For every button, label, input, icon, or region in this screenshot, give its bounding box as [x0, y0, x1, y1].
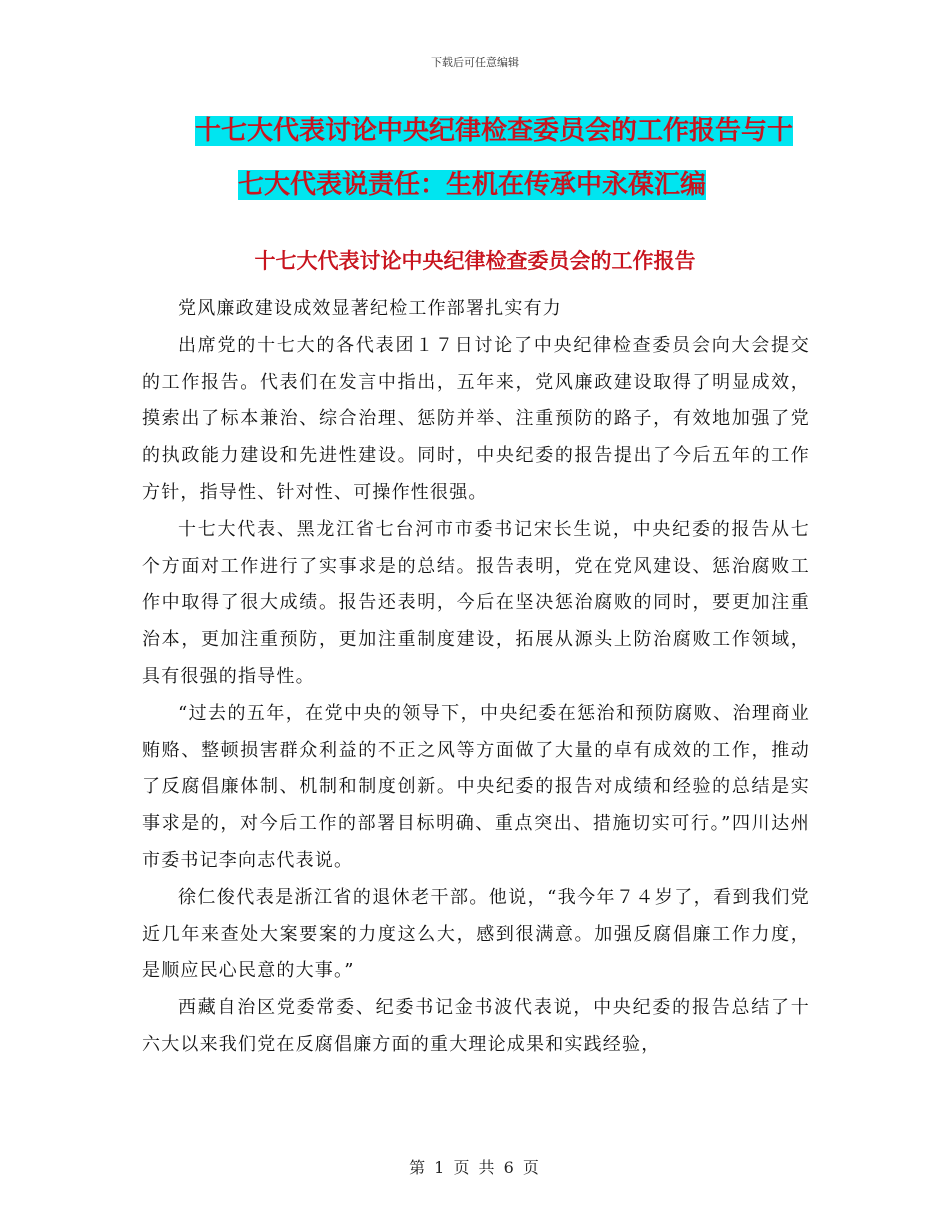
main-title-line-2: 七大代表说责任：生机在传承中永葆汇编: [238, 170, 707, 200]
document-body: [142, 291, 810, 1064]
paragraph: “过去的五年，在党中央的领导下，中央纪委在惩治和预防腐败、治理商业贿赂、整顿损害群众利益的不正之风等方面做了大量的卓有成效的工作，推动了反腐倡廉体制、机制和制度创新。中央纪委的报告对成绩和经验的总结是实事求是的，对今后工作的部署目标明确、重点突出、措施切实可行。”四川达州市委书记李向志代表说。: [142, 702, 810, 871]
paragraph: 十七大代表、黑龙江省七台河市市委书记宋长生说，中央纪委的报告从七个方面对工作进行了实事求是的总结。报告表明，党在党风建设、惩治腐败工作中取得了很大成绩。报告还表明，今后在坚决惩治腐败的同时，要更加注重治本，更加注重预防，更加注重制度建设，拓展从源头上防治腐败工作领域，具有很强的指导性。: [142, 518, 810, 687]
paragraph-heading: 党风廉政建设成效显著纪检工作部署扎实有力: [178, 298, 562, 319]
header-note: 下载后可任意编辑: [431, 56, 519, 69]
paragraph: 徐仁俊代表是浙江省的退休老干部。他说，“我今年７４岁了，看到我们党近几年来查处大案要案的力度这么大，感到很满意。加强反腐倡廉工作力度，是顺应民心民意的大事。”: [142, 886, 810, 982]
main-title-line-1: 十七大代表讨论中央纪律检查委员会的工作报告与十: [195, 116, 794, 146]
paragraph: 西藏自治区党委常委、纪委书记金书波代表说，中央纪委的报告总结了十六大以来我们党在反腐倡廉方面的重大理论成果和实践经验，: [142, 997, 810, 1055]
paragraph: 出席党的十七大的各代表团１７日讨论了中央纪律检查委员会向大会提交的工作报告。代表们在发言中指出，五年来，党风廉政建设取得了明显成效，摸索出了标本兼治、综合治理、惩防并举、注重预防的路子，有效地加强了党的执政能力建设和先进性建设。同时，中央纪委的报告提出了今后五年的工作方针，指导性、针对性、可操作性很强。: [142, 334, 810, 503]
section-title: 十七大代表讨论中央纪律检查委员会的工作报告: [254, 249, 696, 273]
main-title: [180, 108, 820, 208]
page-footer: 第 1 页 共 6 页: [409, 1158, 541, 1177]
